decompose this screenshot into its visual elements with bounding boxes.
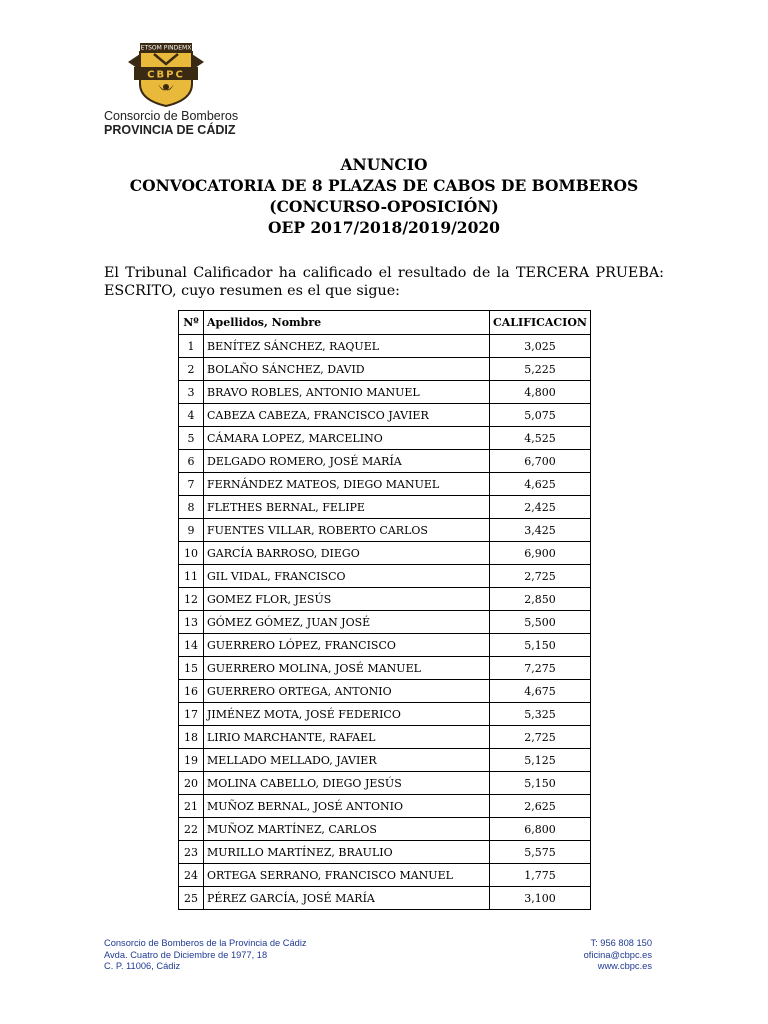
table-row — [179, 588, 591, 611]
row-calificacion: 2,425 — [490, 496, 591, 519]
table-row — [179, 381, 591, 404]
logo-org-line2: PROVINCIA DE CÁDIZ — [104, 123, 236, 137]
row-number: 6 — [179, 450, 204, 473]
row-number: 12 — [179, 588, 204, 611]
row-name: LIRIO MARCHANTE, RAFAEL — [204, 726, 490, 749]
row-calificacion: 6,700 — [490, 450, 591, 473]
row-number: 10 — [179, 542, 204, 565]
results-table — [178, 310, 591, 910]
row-calificacion: 2,725 — [490, 726, 591, 749]
table-row — [179, 749, 591, 772]
row-number: 15 — [179, 657, 204, 680]
table-row — [179, 703, 591, 726]
table-row — [179, 864, 591, 887]
row-name: MUÑOZ MARTÍNEZ, CARLOS — [204, 818, 490, 841]
footer-phone: T: 956 808 150 — [590, 938, 652, 948]
footer-street: Avda. Cuatro de Diciembre de 1977, 18 — [104, 949, 268, 960]
row-calificacion: 5,125 — [490, 749, 591, 772]
row-name: FERNÁNDEZ MATEOS, DIEGO MANUEL — [204, 473, 490, 496]
row-name: ORTEGA SERRANO, FRANCISCO MANUEL — [204, 864, 490, 887]
table-row — [179, 634, 591, 657]
logo-org-line1: Consorcio de Bomberos — [104, 109, 239, 123]
row-number: 1 — [179, 335, 204, 358]
row-number: 2 — [179, 358, 204, 381]
row-calificacion: 2,625 — [490, 795, 591, 818]
row-calificacion: 5,150 — [490, 772, 591, 795]
table-row — [179, 887, 591, 910]
row-name: BENÍTEZ SÁNCHEZ, RAQUEL — [204, 335, 490, 358]
table-row — [179, 841, 591, 864]
row-name: CÁMARA LOPEZ, MARCELINO — [204, 427, 490, 450]
row-number: 14 — [179, 634, 204, 657]
table-row — [179, 726, 591, 749]
row-number: 4 — [179, 404, 204, 427]
row-name: FUENTES VILLAR, ROBERTO CARLOS — [204, 519, 490, 542]
row-number: 16 — [179, 680, 204, 703]
row-number: 24 — [179, 864, 204, 887]
table-row — [179, 519, 591, 542]
header-name: Apellidos, Nombre — [204, 311, 490, 335]
table-row — [179, 657, 591, 680]
row-calificacion: 5,150 — [490, 634, 591, 657]
row-calificacion: 3,025 — [490, 335, 591, 358]
row-calificacion: 3,100 — [490, 887, 591, 910]
row-calificacion: 5,225 — [490, 358, 591, 381]
row-calificacion: 5,500 — [490, 611, 591, 634]
announcement-headings — [0, 154, 768, 238]
row-calificacion: 4,525 — [490, 427, 591, 450]
row-number: 3 — [179, 381, 204, 404]
heading-oep: OEP 2017/2018/2019/2020 — [268, 218, 500, 237]
row-number: 20 — [179, 772, 204, 795]
row-number: 5 — [179, 427, 204, 450]
row-name: MOLINA CABELLO, DIEGO JESÚS — [204, 772, 490, 795]
row-name: GUERRERO ORTEGA, ANTONIO — [204, 680, 490, 703]
footer-org-name: Consorcio de Bomberos de la Provincia de Cádiz — [104, 938, 307, 948]
row-number: 18 — [179, 726, 204, 749]
row-number: 13 — [179, 611, 204, 634]
row-name: GÓMEZ GÓMEZ, JUAN JOSÉ — [204, 611, 490, 634]
table-row — [179, 772, 591, 795]
row-name: GUERRERO LÓPEZ, FRANCISCO — [204, 634, 490, 657]
row-number: 8 — [179, 496, 204, 519]
row-name: MELLADO MELLADO, JAVIER — [204, 749, 490, 772]
footer-contact — [584, 938, 652, 973]
row-name: MURILLO MARTÍNEZ, BRAULIO — [204, 841, 490, 864]
row-calificacion: 5,325 — [490, 703, 591, 726]
row-number: 19 — [179, 749, 204, 772]
row-name: MUÑOZ BERNAL, JOSÉ ANTONIO — [204, 795, 490, 818]
row-number: 25 — [179, 887, 204, 910]
cbpc-shield-icon — [128, 40, 204, 108]
row-calificacion: 2,725 — [490, 565, 591, 588]
row-name: BOLAÑO SÁNCHEZ, DAVID — [204, 358, 490, 381]
row-name: FLETHES BERNAL, FELIPE — [204, 496, 490, 519]
row-number: 17 — [179, 703, 204, 726]
row-calificacion: 7,275 — [490, 657, 591, 680]
table-row — [179, 450, 591, 473]
row-calificacion: 2,850 — [490, 588, 591, 611]
intro-paragraph: El Tribunal Calificador ha calificado el resultado de la TERCERA PRUEBA: ESCRITO, cuyo resumen es el que sigue: — [104, 265, 664, 299]
results-table-body — [179, 335, 591, 910]
row-number: 9 — [179, 519, 204, 542]
table-row — [179, 404, 591, 427]
row-name: DELGADO ROMERO, JOSÉ MARÍA — [204, 450, 490, 473]
table-row — [179, 680, 591, 703]
table-row — [179, 818, 591, 841]
row-calificacion: 6,800 — [490, 818, 591, 841]
header-calificacion: CALIFICACION — [490, 311, 591, 335]
table-row — [179, 358, 591, 381]
row-name: GOMEZ FLOR, JESÚS — [204, 588, 490, 611]
table-row — [179, 427, 591, 450]
row-number: 7 — [179, 473, 204, 496]
table-row — [179, 795, 591, 818]
row-calificacion: 5,075 — [490, 404, 591, 427]
row-number: 22 — [179, 818, 204, 841]
table-row — [179, 611, 591, 634]
row-calificacion: 4,800 — [490, 381, 591, 404]
row-name: GUERRERO MOLINA, JOSÉ MANUEL — [204, 657, 490, 680]
row-calificacion: 4,625 — [490, 473, 591, 496]
header-number: Nº — [179, 311, 204, 335]
heading-anuncio: ANUNCIO — [340, 155, 428, 174]
logo-ribbon-text: ETSOM PINDEMX — [140, 44, 192, 52]
row-name: BRAVO ROBLES, ANTONIO MANUEL — [204, 381, 490, 404]
logo-badge-text: CBPC — [147, 69, 185, 81]
row-calificacion: 6,900 — [490, 542, 591, 565]
row-name: JIMÉNEZ MOTA, JOSÉ FEDERICO — [204, 703, 490, 726]
row-calificacion: 3,425 — [490, 519, 591, 542]
table-row — [179, 473, 591, 496]
footer-website-link[interactable]: www.cbpc.es — [597, 961, 652, 972]
footer-postal: C. P. 11006, Cádiz — [104, 961, 181, 972]
row-name: GARCÍA BARROSO, DIEGO — [204, 542, 490, 565]
organization-logo — [104, 40, 239, 140]
footer-address — [104, 938, 307, 973]
table-row — [179, 496, 591, 519]
row-calificacion: 5,575 — [490, 841, 591, 864]
table-row — [179, 542, 591, 565]
table-row — [179, 335, 591, 358]
table-header-row — [179, 311, 591, 335]
row-name: CABEZA CABEZA, FRANCISCO JAVIER — [204, 404, 490, 427]
footer-email-link[interactable]: oficina@cbpc.es — [583, 949, 652, 960]
row-number: 21 — [179, 795, 204, 818]
row-number: 23 — [179, 841, 204, 864]
row-calificacion: 1,775 — [490, 864, 591, 887]
heading-concurso: (CONCURSO-OPOSICIÓN) — [269, 197, 499, 216]
row-calificacion: 4,675 — [490, 680, 591, 703]
row-name: GIL VIDAL, FRANCISCO — [204, 565, 490, 588]
row-name: PÉREZ GARCÍA, JOSÉ MARÍA — [204, 887, 490, 910]
table-row — [179, 565, 591, 588]
row-number: 11 — [179, 565, 204, 588]
heading-convocatoria: CONVOCATORIA DE 8 PLAZAS DE CABOS DE BOMBEROS — [129, 176, 639, 195]
